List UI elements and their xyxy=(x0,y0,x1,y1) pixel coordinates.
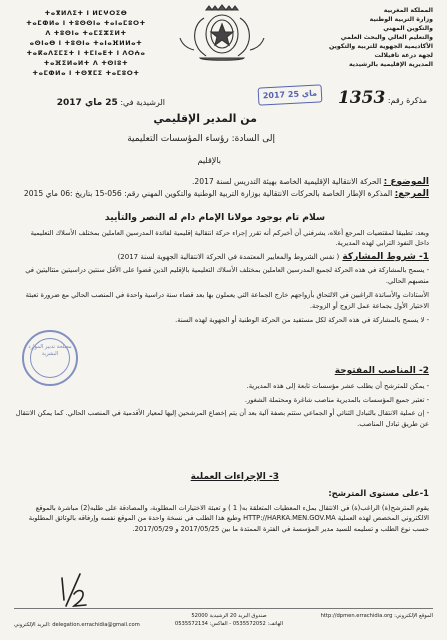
header-line: ⵜⴰⴼⵉⵍⴰⵍⵜ ⴷ ⵜⵙⵏⵓⵜ xyxy=(43,59,129,67)
stamp-text: مصلحة تدبير الموارد البشرية xyxy=(28,344,72,357)
subject-block xyxy=(17,176,429,200)
section-heading xyxy=(15,472,429,482)
header-line: المملكة المغربية xyxy=(383,7,433,14)
header-ministry-tifinagh xyxy=(16,8,156,78)
sender: من المدير الإقليمي xyxy=(153,112,257,125)
footer-address: صندوق البريد 20 الرشيدية 52000 xyxy=(191,613,267,619)
subject-text: الحركة الانتقالية الإقليمية الخاصة بهيئة التدريس لسنة 2017. xyxy=(192,177,382,186)
section-procedures xyxy=(15,472,429,534)
province: بالإقليم xyxy=(197,156,221,165)
received-date-stamp: 2017 ماي 25 xyxy=(258,84,323,105)
date-label: الرشيدية في: xyxy=(120,98,165,107)
footer xyxy=(14,608,433,636)
section-conditions xyxy=(15,252,429,325)
section-title: 3- الإجراءات العملية xyxy=(190,472,279,482)
memo-reference-label: مذكرة رقم: xyxy=(387,96,427,105)
header-line: لجهة درعة تافيلالت xyxy=(374,52,433,59)
header-line: الأكاديمية الجهوية للتربية والتكوين xyxy=(329,43,433,50)
list-item: الأستاذات والأساتذة الراغبين في الالتحاق بأزواجهم خارج الجماعة التي يعملون بها بعد قضاء سنة دراسية واحدة في المنصب الحالي مع ضرورة تعبئة الاختيار الأول بجماعة عمل الزوج أو الزوجة. xyxy=(25,291,429,310)
section-note: ( نفس الشروط والمعايير المعتمدة في الحركة الانتقالية الجهوية لسنة 2017) xyxy=(117,253,340,261)
section-heading xyxy=(15,366,429,376)
candidate-level-title: 1-على مستوى المترشح: xyxy=(328,488,429,499)
handwritten-page-mark-icon xyxy=(56,570,90,610)
section-open-posts xyxy=(15,366,429,429)
header-line: ⵜⴰⴽⴰⴷⵉⵎⵉⵜ ⵏ ⵜⵎⵏⴰⴹⵜ ⵏ ⴷⵔⵄⴰ xyxy=(26,49,146,57)
header-line: والتكوين المهني xyxy=(383,25,433,32)
list-item: - إن عملية الانتقال بالتبادل الثنائي أو الجماعي ستتم بصفة آلية بعد أن يتم إخضاع المرشحين إليها لمعيار الأقدمية في المنصب الحالي. كما يمكن الانتقال عن طريق تبادل المناصب. xyxy=(15,408,429,429)
header-line: المديرية الإقليمية بالرشيدية xyxy=(348,61,433,68)
recipients: إلى السادة: رؤساء المؤسسات التعليمية xyxy=(127,134,275,144)
footer-web: الموقع الإلكتروني: http://dpmen.errachidia.org xyxy=(320,613,433,619)
date-value: 25 ماي 2017 xyxy=(56,98,118,108)
header-ministry-arabic xyxy=(315,6,433,69)
header-line: ⵜⴰⴳⵍⴷⵉⵜ ⵏ ⵍⵎⵖⵔⵉⴱ xyxy=(44,9,128,17)
list-item: - يمكن للمترشح أن يطلب عشر مؤسسات تابعة إلى هذه المديرية. xyxy=(15,381,429,391)
reference-doc-label: المرجع: xyxy=(394,189,429,199)
header-line: وزارة التربية الوطنية xyxy=(369,16,433,23)
document-date xyxy=(15,98,165,108)
section-title: 2- المناصب المفتوحة xyxy=(334,366,429,376)
section-title: 1- شروط المشاركة xyxy=(342,252,429,262)
memo-reference xyxy=(338,88,427,108)
intro-paragraph: وبعد، تطبيقا لمقتضيات المرجع أعلاه، يشرفني أن أخبركم أنه تقرر إجراء حركة انتقالية إقليمية لفائدة المدرسين العاملين بمختلف الأسلاك التعليمية داخل النفوذ الترابي لهذه المديرية. xyxy=(30,229,429,248)
header-line: والتعليم العالي والبحث العلمي xyxy=(340,34,433,41)
candidate-level-text: يقوم المترشح(ة) الراغب(ة) في الانتقال بملء المعطيات المتعلقة به( 1 ) و تعبئة الاختيارات المطلوبة، والمصادقة على طلبه(2) مباشرة بالموقع الالكتروني المخصص لهذه العملية HTTP://HARKA.MEN.GOV.MA وطبع هذا الطلب في نسخة واحدة من الموقع نفسه وإرفاقه بالوثائق المطلوبة حسب نوع الطلب و تسليمه للسيد مدير المؤسسة في الفترة الممتدة ما بين 2017/05/25 و 2017/05/29. xyxy=(28,503,429,533)
royal-emblem-icon xyxy=(176,4,268,62)
list-item: - لا يسمح بالمشاركة في هذه الحركة لكل مستفيد من الحركة الوطنية أو الجهوية لهذه السنة. xyxy=(15,315,429,325)
official-round-stamp xyxy=(22,330,78,386)
memo-reference-number: 1353 xyxy=(337,88,386,108)
footer-phone: الهاتف: 0535572052 - الفاكس: 0535572134 xyxy=(174,621,284,627)
list-item: - يسمح بالمشاركة في هذه الحركة لجميع المدرسين العاملين بمختلف الأسلاك التعليمية بالإقليم الذين قضوا على الأقل سنتين دراسيتين متتاليتين في منصبهم الحالي. xyxy=(15,265,429,286)
greeting: سلام تام بوجود مولانا الإمام دام له النصر والتأييد xyxy=(104,212,325,223)
subject-label: الموضوع : xyxy=(383,177,429,187)
header-line: ⴰⵙⵏⴰⴱ ⵏ ⵜⵓⵙⵏⴰ ⵜⴰⵏⴰⴼⵍⵍⴰⵜ xyxy=(29,39,143,47)
header-line: ⵜⴰⵎⵀⵍⴰ ⵏ ⵜⵙⴳⵎⵉ ⵜⴰⵎⵓⵔⵜ xyxy=(32,69,140,77)
footer-email: البريد الإلكتروني: delegation.errachidia@gmail.com xyxy=(14,622,140,628)
reference-doc-text: المذكرة الإطار الخاصة بالحركات الانتقالية بوزارة التربية الوطنية والتكوين المهني رقم: 056-15 بتاريخ :06 ماي 2015 xyxy=(23,189,393,198)
list-item: - تعتبر جميع المؤسسات بالمديرية مناصب شاغرة ومحتملة الشغور. xyxy=(15,395,429,405)
section-heading xyxy=(15,252,429,262)
header-line: ⵜⴰⵎⵀⵍⴰ ⵏ ⵜⵓⵙⵙⵏⴰ ⵜⴰⵏⴰⵎⵓⵔⵜ xyxy=(26,19,146,27)
header-line: ⴷ ⵜⵓⵙⵏⴰ ⵜⴰⵎⵉⵣⵉⵍⵜ xyxy=(45,29,127,37)
